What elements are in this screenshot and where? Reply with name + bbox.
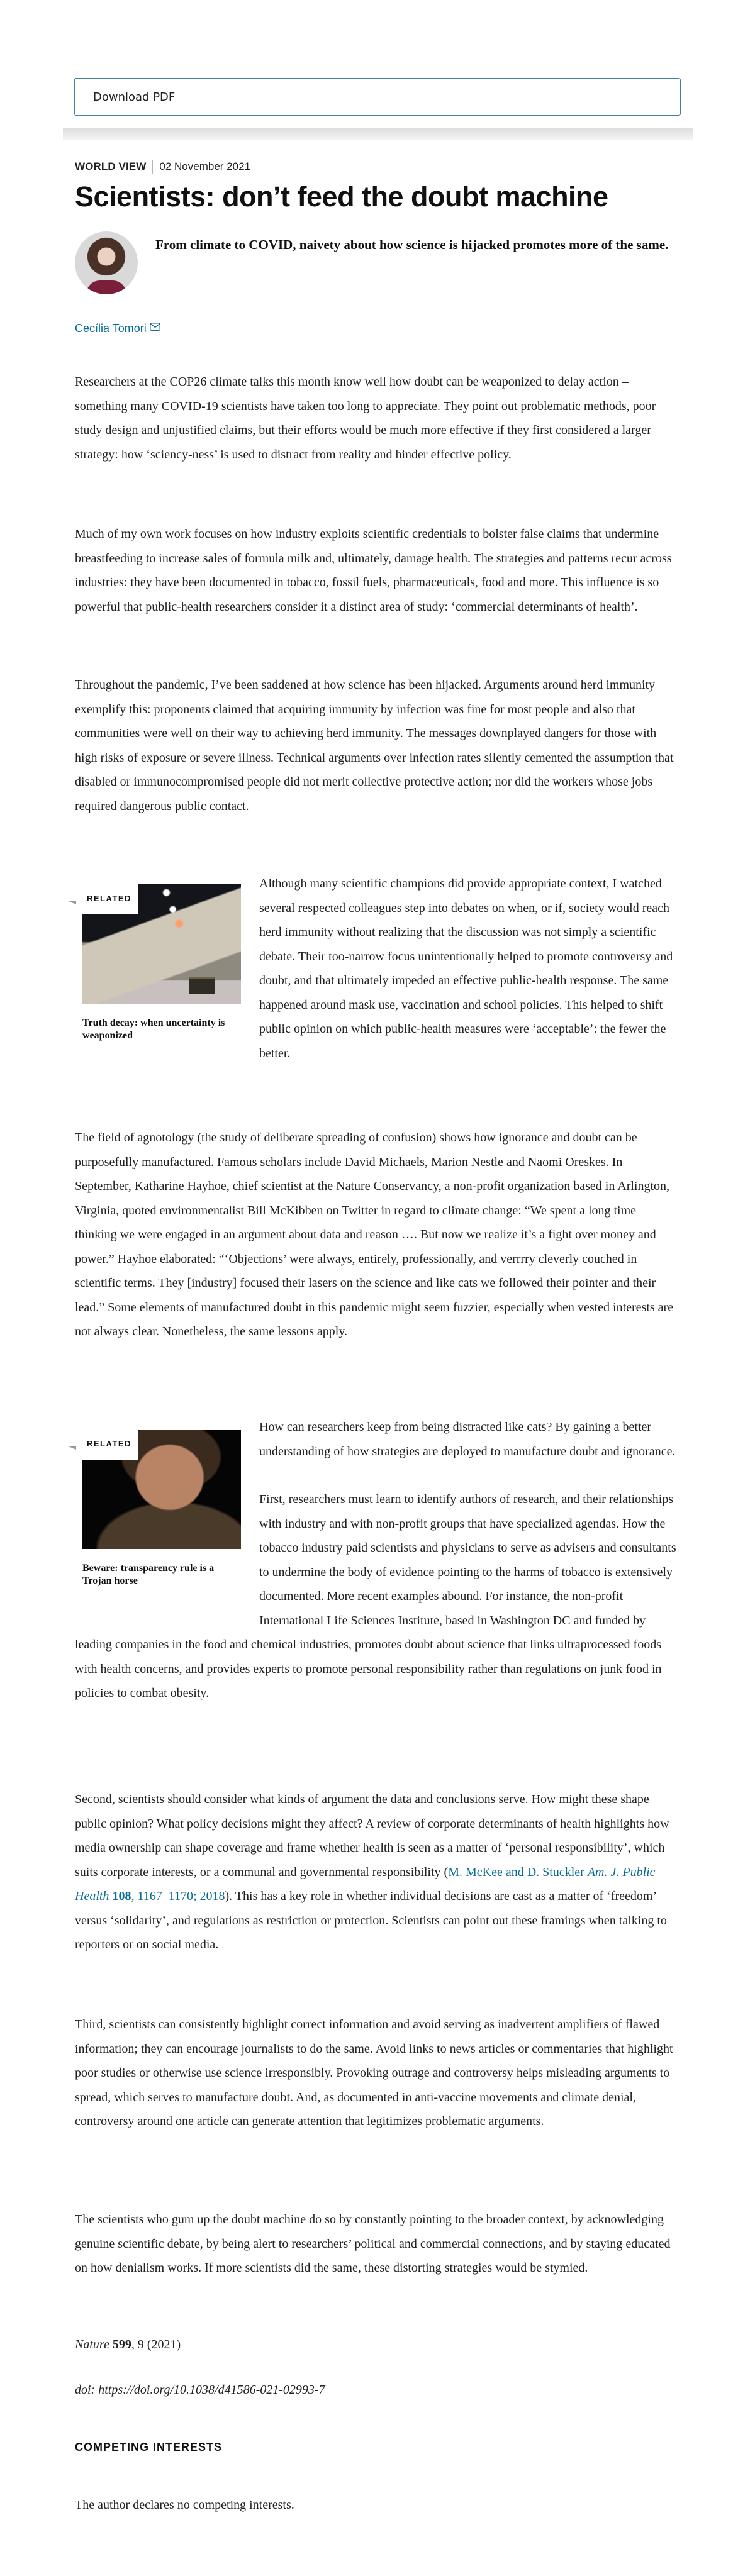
download-pdf-button[interactable] bbox=[74, 78, 681, 116]
header-shadow-divider bbox=[63, 128, 693, 140]
mail-icon[interactable] bbox=[150, 323, 160, 331]
citation-pages: , 1167–1170; 2018 bbox=[131, 1889, 225, 1903]
paragraph-6-wrap bbox=[75, 1415, 680, 1706]
journal-reference bbox=[75, 2338, 181, 2352]
article-meta bbox=[75, 160, 250, 174]
paragraph-6: How can researchers keep from being distracted like cats? By gaining a better understanding of how strategies are deployed to manufacture doubt and ignorance. bbox=[259, 1420, 676, 1458]
reference-rest: , 9 (2021) bbox=[131, 2338, 181, 2351]
paragraph-8 bbox=[75, 1787, 680, 1957]
paragraph-4-wrap bbox=[75, 872, 680, 1089]
author-link[interactable] bbox=[75, 322, 160, 335]
reference-volume: 599 bbox=[112, 2338, 131, 2351]
related-title[interactable]: Beware: transparency rule is a Trojan horse bbox=[82, 1563, 215, 1586]
article-date: 02 November 2021 bbox=[159, 160, 250, 172]
paragraph-5: The field of agnotology (the study of deliberate spreading of confusion) shows how ignorance and doubt can be purposefully manufactured. Famous scholars include David Michaels, Marion Nestle and Naomi Oreskes. In September, Katharine Hayhoe, chief scientist at the Nature Conservancy, a non-profit organization based in Arlington, Virginia, quoted environmentalist Bill McKibben on Twitter in regard to climate change: “We spent a long time thinking we were engaged in an argument about data and reason …. But now we realize it’s a fight over money and power.” Hayhoe elaborated: “‘Objections’ were always, entirely, professionally, and verrrry cleverly couched in scientific terms. They [industry] focused their lasers on the science and like cats we followed their pointer and their lead.” Some elements of manufactured doubt in this pandemic might seem fuzzier, especially when vested interests are not always clear. Nonetheless, the same lessons apply. bbox=[75, 1131, 674, 1338]
paragraph-8-text: Second, scientists should consider what kinds of argument the data and conclusions serve. How might these shape public opinion? What policy decisions might they affect? A review of corporate determinants of health highlights how media ownership can shape coverage and frame whether health is seen as a matter of ‘personal responsibility’, which suits corporate interests, or a communal and governmental responsibility ( bbox=[75, 1792, 669, 1879]
citation-authors: M. McKee and D. Stuckler bbox=[448, 1865, 588, 1879]
paragraph-9: Third, scientists can consistently highlight correct information and avoid serving as inadvertent amplifiers of flawed information; they can encourage journalists to do the same. Avoid links to news articles or commentaries that highlight poor studies or otherwise use science irresponsibly. Provoking outrage and controversy helps misleading arguments to spread, which serves to manufacture doubt. And, as documented in anti-vaccine movements and climate denial, controversy around one article can generate attention that legitimizes problematic arguments. bbox=[75, 2018, 673, 2128]
related-label: RELATED bbox=[82, 1430, 138, 1460]
competing-interests-heading: COMPETING INTERESTS bbox=[75, 2441, 223, 2453]
paragraph-8-tail: ). This has a key role in whether individual decisions are cast as a matter of ‘freedom’ versus ‘solidarity’, and regulations as restriction or protection. Scientists can point out these framings when talking to reporters or on social media. bbox=[75, 1889, 667, 1951]
author-name: Cecília Tomori bbox=[75, 322, 147, 335]
download-bar bbox=[63, 68, 693, 138]
competing-interests-text: The author declares no competing interests. bbox=[75, 2498, 294, 2512]
paragraph-4: Although many scientific champions did provide appropriate context, I watched several respected colleagues step into debates on when, or if, society would reach herd immunity without realizing that the discussion was not simply a scientific debate. Their too-narrow focus unintentionally helped to promote controversy and doubt, and that ultimately impeded an effective public-health response. The same happened around mask use, vaccination and school policies. This helped to shift public opinion on which public-health measures were ‘acceptable’: the fewer the better. bbox=[259, 877, 673, 1060]
article-standfirst: From climate to COVID, naivety about how science is hijacked promotes more of the same. bbox=[155, 237, 669, 252]
paragraph-3: Throughout the pandemic, I’ve been saddened at how science has been hijacked. Arguments around herd immunity exemplify this: proponents claimed that acquiring immunity by infection was fine for most people and also that communities were well on their way to achieving herd immunity. The messages downplayed dangers for those with high risks of exposure or severe illness. Technical arguments over infection rates silently cemented the assumption that disabled or immunocompromised people did not merit collective protective action; nor did the workers whose jobs required dangerous public contact. bbox=[75, 678, 674, 813]
citation-journal: Am. J. Public Health bbox=[75, 1865, 656, 1903]
author-avatar bbox=[75, 231, 138, 294]
related-label: RELATED bbox=[82, 884, 138, 914]
paragraph-7: First, researchers must learn to identify authors of research, and their relationships with industry and with non-profit groups that have specialized agendas. How the tobacco industry paid scientists and physicians to serve as advisers and consultants to undermine the body of evidence pointing to the harms of tobacco is extensively documented. More recent examples abound. For instance, the non-profit International Life Sciences Institute, based in Washington DC and funded by leading companies in the food and chemical industries, promotes doubt about science that links ultraprocessed foods with health concerns, and provides experts to promote personal responsibility rather than regulations on junk food in policies to combat obesity. bbox=[75, 1492, 676, 1700]
meta-divider bbox=[152, 160, 153, 174]
paragraph-10: The scientists who gum up the doubt machine do so by constantly pointing to the broader context, by acknowledging genuine scientific debate, by being alert to researchers’ political and commercial connections, and by staying educated on how denialism works. If more scientists did the same, these distorting strategies would be stymied. bbox=[75, 2212, 671, 2275]
related-title[interactable]: Truth decay: when uncertainty is weaponized bbox=[82, 1018, 225, 1041]
article-title: Scientists: don’t feed the doubt machine bbox=[75, 180, 608, 213]
citation-volume: 108 bbox=[112, 1889, 131, 1903]
doi[interactable]: doi: https://doi.org/10.1038/d41586-021-02993-7 bbox=[75, 2383, 325, 2397]
download-pdf-label: Download PDF bbox=[93, 90, 176, 104]
article-type: WORLD VIEW bbox=[75, 160, 147, 172]
paragraph-1: Researchers at the COP26 climate talks this month know well how doubt can be weaponized to delay action – something many COVID-19 scientists have taken too long to appreciate. They point out problematic methods, poor study design and unjustified claims, but their efforts would be much more effective if they first considered a larger strategy: how ‘sciency-ness’ is used to distract from reality and hinder effective policy. bbox=[75, 375, 656, 462]
paragraph-2: Much of my own work focuses on how industry exploits scientific credentials to bolster false claims that undermine breastfeeding to increase sales of formula milk and, ultimately, damage health. The strategies and patterns recur across industries: they have been documented in tobacco, fossil fuels, pharmaceuticals, food and more. This influence is so powerful that public-health researchers consider it a distinct area of study: ‘commercial determinants of health’. bbox=[75, 527, 672, 614]
reference-journal: Nature bbox=[75, 2338, 109, 2351]
